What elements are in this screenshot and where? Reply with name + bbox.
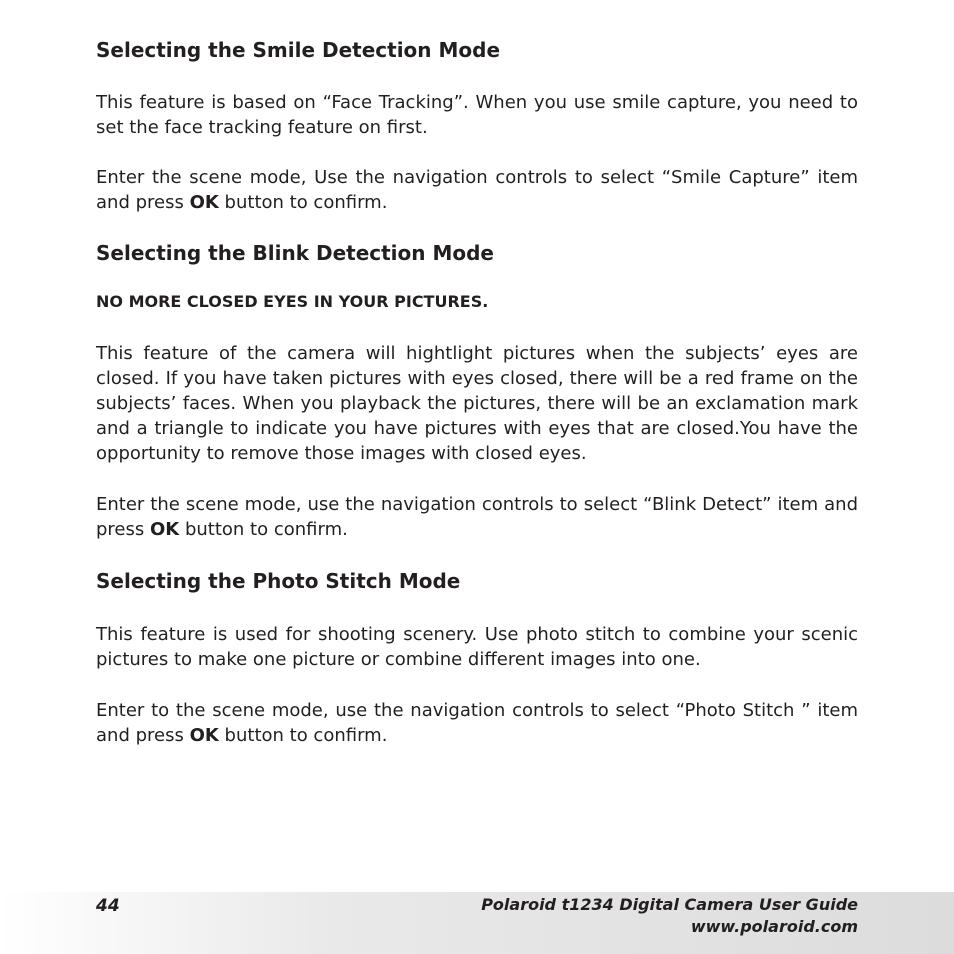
page-footer xyxy=(0,892,954,954)
blink-p2-text-end: button to confirm. xyxy=(179,519,348,540)
blink-paragraph-1: This feature of the camera will hightlight pictures when the subjects’ eyes are closed. If you have taken pictures with eyes closed, there will be a red frame on the subjects’ faces. When you playback the pictures, there will be an exclamation mark and a triangle to indicate you have pictures with eyes that are closed.You have the opportunity to remove those images with closed eyes. xyxy=(96,343,858,464)
blink-caps-line: NO MORE CLOSED EYES IN YOUR PICTURES. xyxy=(96,292,489,311)
blink-heading: Selecting the Blink Detection Mode xyxy=(96,241,494,265)
stitch-paragraph-1: This feature is used for shooting scenery. Use photo stitch to combine your scenic pictures to make one picture or combine different images into one. xyxy=(96,624,858,670)
stitch-p2-text-end: button to confirm. xyxy=(218,725,388,746)
smile-paragraph-2 xyxy=(96,165,858,215)
smile-p2-text: Enter the scene mode, Use the navigation controls to select “Smile Capture” item and press xyxy=(96,167,858,213)
blink-p2-text: Enter the scene mode, use the navigation controls to select “Blink Detect” item and press xyxy=(96,494,858,540)
ok-label: OK xyxy=(189,192,219,213)
page-content xyxy=(96,36,858,748)
guide-title-block xyxy=(481,894,858,938)
blink-paragraph-2 xyxy=(96,492,858,542)
page-number: 44 xyxy=(96,896,120,916)
ok-label: OK xyxy=(149,519,180,540)
smile-paragraph-1: This feature is based on “Face Tracking”. When you use smile capture, you need to set the face tracking feature on first. xyxy=(96,92,858,138)
ok-label: OK xyxy=(189,725,219,746)
stitch-heading: Selecting the Photo Stitch Mode xyxy=(96,569,461,593)
smile-heading: Selecting the Smile Detection Mode xyxy=(96,38,501,62)
stitch-p2-text: Enter to the scene mode, use the navigation controls to select “Photo Stitch ” item and press xyxy=(96,700,858,746)
stitch-paragraph-2 xyxy=(96,698,858,748)
website-link[interactable]: www.polaroid.com xyxy=(690,917,858,936)
guide-title: Polaroid t1234 Digital Camera User Guide xyxy=(481,895,858,914)
smile-p2-text-end: button to confirm. xyxy=(218,192,388,213)
